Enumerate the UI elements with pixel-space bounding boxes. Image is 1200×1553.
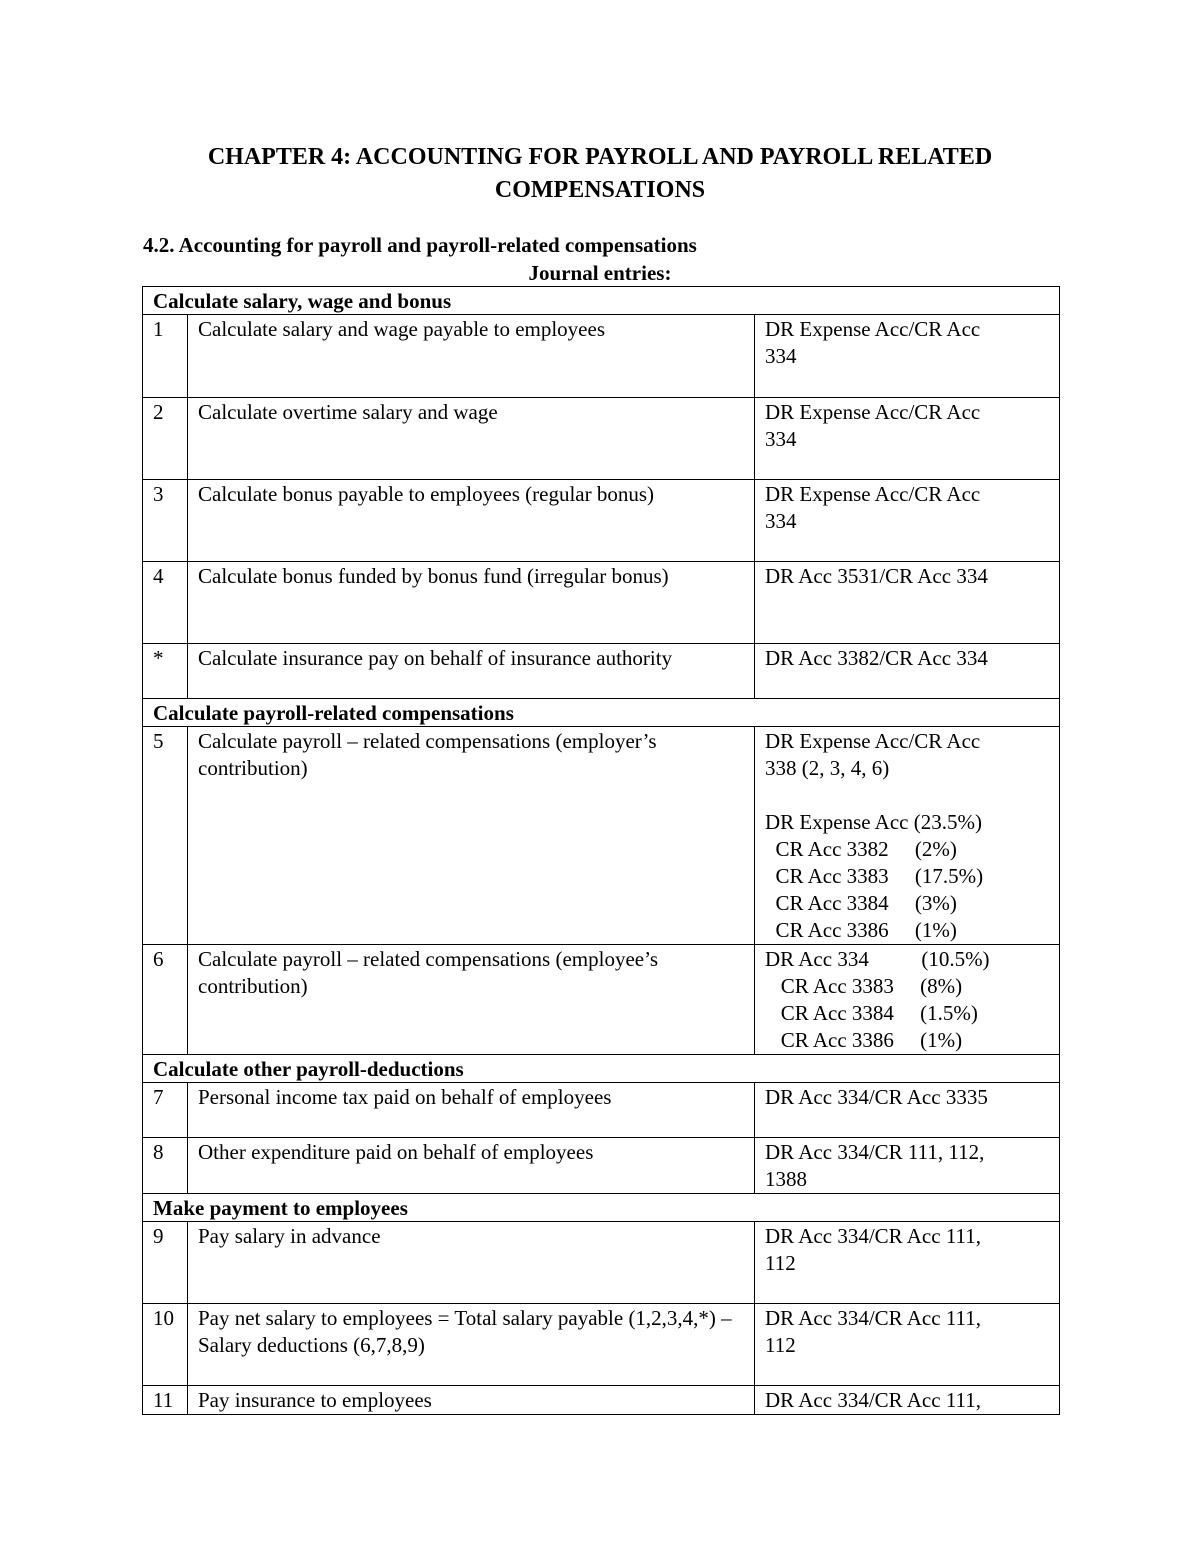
journal-entry-line: 112	[765, 1251, 796, 1275]
table-row	[143, 315, 1060, 398]
journal-entry-line: DR Expense Acc/CR Acc	[765, 729, 981, 753]
journal-entry	[755, 727, 1060, 945]
journal-entry-line: 334	[765, 427, 797, 451]
journal-entry-line: DR Acc 334/CR Acc 3335	[765, 1085, 988, 1109]
entry-description: Other expenditure paid on behalf of employees	[188, 1138, 755, 1194]
entry-description: Calculate insurance pay on behalf of insurance authority	[188, 644, 755, 699]
chapter-title	[100, 141, 1100, 207]
entry-number: 6	[143, 945, 188, 1055]
journal-entry-line: 112	[765, 1333, 796, 1357]
journal-entry-line: CR Acc 3383 (17.5%)	[765, 864, 984, 888]
journal-entry	[755, 562, 1060, 644]
group-row	[143, 699, 1060, 727]
table-row	[143, 1222, 1060, 1304]
journal-entry-line: CR Acc 3382 (2%)	[765, 837, 957, 861]
entry-number: 7	[143, 1083, 188, 1138]
entry-number: 9	[143, 1222, 188, 1304]
journal-entry-line: DR Expense Acc/CR Acc	[765, 482, 981, 506]
journal-entry	[755, 644, 1060, 699]
table-row	[143, 1304, 1060, 1386]
journal-entry	[755, 1304, 1060, 1386]
chapter-title-line-2: COMPENSATIONS	[494, 177, 706, 203]
group-row	[143, 287, 1060, 315]
journal-entry-line: CR Acc 3384 (3%)	[765, 891, 957, 915]
entry-number: 10	[143, 1304, 188, 1386]
table-row	[143, 1386, 1060, 1415]
journal-entry-line: DR Acc 334/CR Acc 111,	[765, 1306, 982, 1330]
journal-entry	[755, 1222, 1060, 1304]
journal-entry	[755, 1138, 1060, 1194]
journal-entry-line: DR Acc 334 (10.5%)	[765, 947, 990, 971]
entry-number: *	[143, 644, 188, 699]
entry-description: Personal income tax paid on behalf of employees	[188, 1083, 755, 1138]
table-row	[143, 945, 1060, 1055]
entry-number: 2	[143, 398, 188, 480]
journal-entry-line: 338 (2, 3, 4, 6)	[765, 756, 890, 780]
entry-description: Calculate bonus funded by bonus fund (irregular bonus)	[188, 562, 755, 644]
group-heading-compensations: Calculate payroll-related compensations	[143, 699, 1060, 727]
journal-entry-line: DR Acc 3382/CR Acc 334	[765, 646, 988, 670]
journal-entry	[755, 1083, 1060, 1138]
journal-entry-line: CR Acc 3383 (8%)	[765, 974, 963, 998]
entry-description: Calculate payroll – related compensations (employee’s contribution)	[188, 945, 755, 1055]
entry-number: 1	[143, 315, 188, 398]
entry-description: Pay salary in advance	[188, 1222, 755, 1304]
table-row	[143, 727, 1060, 945]
table-row	[143, 398, 1060, 480]
chapter-title-line-1: CHAPTER 4: ACCOUNTING FOR PAYROLL AND PAYROLL RELATED	[207, 144, 993, 170]
group-heading-deductions: Calculate other payroll-deductions	[143, 1055, 1060, 1083]
journal-entry-line: CR Acc 3386 (1%)	[765, 1028, 963, 1052]
journal-entry-line: DR Acc 334/CR 111, 112,	[765, 1140, 985, 1164]
entry-number: 11	[143, 1386, 188, 1415]
group-row	[143, 1194, 1060, 1222]
entry-number: 3	[143, 480, 188, 562]
journal-entry-line: 334	[765, 344, 797, 368]
journal-entry-line: 334	[765, 509, 797, 533]
journal-entry-line: DR Acc 334/CR Acc 111,	[765, 1224, 982, 1248]
group-heading-payment: Make payment to employees	[143, 1194, 1060, 1222]
journal-entries-label: Journal entries:	[528, 261, 672, 285]
group-heading-salary: Calculate salary, wage and bonus	[143, 287, 1060, 315]
journal-entry-line	[765, 782, 1051, 809]
journal-entry-line: CR Acc 3386 (1%)	[765, 918, 957, 942]
table-row	[143, 562, 1060, 644]
journal-entry-line: 1388	[765, 1167, 807, 1191]
journal-entry	[755, 945, 1060, 1055]
entry-number: 5	[143, 727, 188, 945]
entry-number: 8	[143, 1138, 188, 1194]
journal-entries-table	[142, 286, 1060, 1415]
group-row	[143, 1055, 1060, 1083]
journal-entry-line: DR Expense Acc/CR Acc	[765, 400, 981, 424]
entry-number: 4	[143, 562, 188, 644]
journal-entry-line: DR Acc 334/CR Acc 111,	[765, 1388, 982, 1412]
journal-entry-line: DR Acc 3531/CR Acc 334	[765, 564, 988, 588]
entry-description: Calculate salary and wage payable to employees	[188, 315, 755, 398]
journal-entry-line: DR Expense Acc/CR Acc	[765, 317, 981, 341]
entry-description: Calculate overtime salary and wage	[188, 398, 755, 480]
table-row	[143, 480, 1060, 562]
journal-entry-line: CR Acc 3384 (1.5%)	[765, 1001, 978, 1025]
journal-entry	[755, 480, 1060, 562]
journal-entry	[755, 315, 1060, 398]
entry-description: Calculate bonus payable to employees (regular bonus)	[188, 480, 755, 562]
journal-entry	[755, 1386, 1060, 1415]
table-row	[143, 644, 1060, 699]
table-row	[143, 1083, 1060, 1138]
journal-entry	[755, 398, 1060, 480]
table-row	[143, 1138, 1060, 1194]
entry-description: Pay net salary to employees = Total salary payable (1,2,3,4,*) – Salary deductions (6,7,8,9)	[188, 1304, 755, 1386]
journal-entry-line: DR Expense Acc (23.5%)	[765, 810, 982, 834]
entry-description: Pay insurance to employees	[188, 1386, 755, 1415]
entry-description: Calculate payroll – related compensations (employer’s contribution)	[188, 727, 755, 945]
section-heading: 4.2. Accounting for payroll and payroll-related compensations	[143, 233, 697, 257]
